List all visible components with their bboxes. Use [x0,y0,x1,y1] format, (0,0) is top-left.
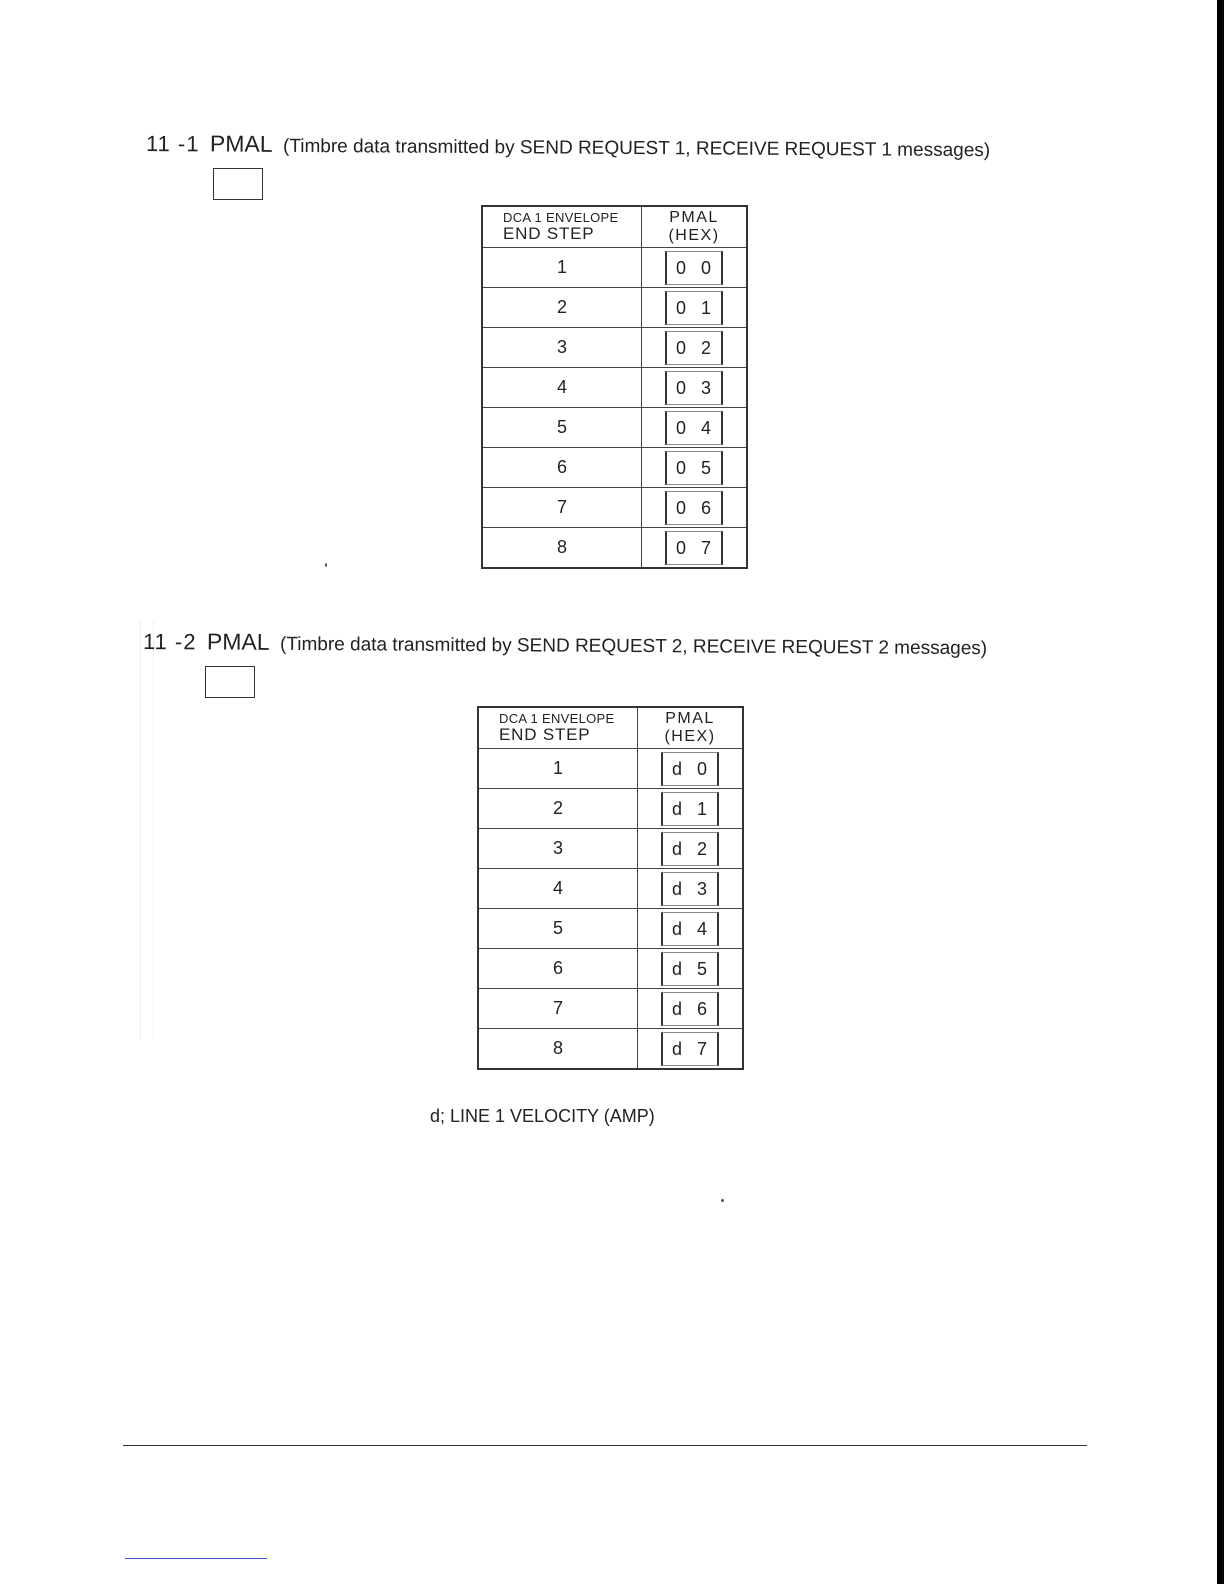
step-cell: 4 [482,368,642,408]
table-row [482,368,747,408]
table-row [478,989,743,1029]
step-cell: 7 [482,488,642,528]
hex-cell [638,749,744,789]
end-step-header-small: DCA 1 ENVELOPE [503,210,619,225]
step-cell: 6 [482,448,642,488]
hex-digit-low: 5 [697,958,709,979]
hex-digit-low: 4 [701,417,713,438]
step-cell: 6 [478,949,638,989]
table-header-row [482,206,747,248]
step-cell: 2 [478,789,638,829]
table-row [482,528,747,569]
hex-cell [642,528,748,569]
footer-link-underline [125,1558,267,1559]
hex-value-box [665,531,723,565]
section-2-title [143,628,987,660]
hex-cell [642,288,748,328]
hex-cell [638,909,744,949]
end-step-header-large: END STEP [499,725,591,744]
hex-digit-low: 6 [697,998,709,1019]
hex-value-box [661,872,719,906]
pmal-header-line1: PMAL [665,710,715,727]
hex-value-box [665,291,723,325]
hex-digit-high: d [671,918,683,939]
table-row [482,328,747,368]
hex-digit-low: 0 [701,257,713,278]
step-cell: 5 [482,408,642,448]
hex-cell [642,328,748,368]
hex-digit-low: 0 [697,758,709,779]
hex-digit-low: 5 [701,457,713,478]
section-1-table [481,205,748,569]
section-1-description: (Timbre data transmitted by SEND REQUEST 1, RECEIVE REQUEST 1 messages) [282,135,991,162]
table-row [478,869,743,909]
scan-margin-artifact [140,620,154,1040]
section-1-number: 11 -1 [145,131,200,157]
table-row [482,488,747,528]
hex-digit-low: 4 [697,918,709,939]
hex-value-box [661,752,719,786]
hex-digit-high: 0 [675,257,687,278]
step-cell: 8 [478,1029,638,1070]
hex-digit-low: 1 [697,798,709,819]
hex-digit-low: 2 [697,838,709,859]
table-row [478,789,743,829]
hex-digit-high: d [671,958,683,979]
hex-cell [638,1029,744,1070]
hex-cell [642,448,748,488]
hex-cell [638,829,744,869]
hex-value-box [665,251,723,285]
scan-speck [721,1199,724,1202]
footer-rule [123,1445,1087,1446]
pmal-header-line1: PMAL [669,209,719,226]
end-step-header [482,206,642,248]
step-cell: 1 [478,749,638,789]
hex-digit-low: 3 [701,377,713,398]
pmal-hex-header [642,206,748,248]
hex-value-box [665,371,723,405]
right-edge-bar [1217,0,1224,1584]
hex-digit-high: 0 [675,377,687,398]
hex-cell [638,869,744,909]
table-row [482,288,747,328]
hex-digit-high: 0 [675,537,687,558]
hex-value-box [661,1032,719,1066]
hex-value-box [661,832,719,866]
table-row [478,829,743,869]
table-header-row [478,707,743,749]
end-step-header-large: END STEP [503,224,595,243]
hex-cell [638,789,744,829]
scan-speck [325,563,327,567]
section-2-name: PMAL [206,628,270,655]
hex-digit-low: 2 [701,337,713,358]
step-cell: 1 [482,248,642,288]
hex-value-box [665,491,723,525]
section-2-number: 11 -2 [142,629,197,655]
hex-digit-high: 0 [675,497,687,518]
section-2-blank-box [205,666,255,698]
hex-digit-high: d [671,838,683,859]
end-step-header-small: DCA 1 ENVELOPE [499,711,615,726]
hex-digit-high: d [671,1038,683,1059]
section-1-blank-box [213,168,263,200]
hex-digit-high: d [671,998,683,1019]
hex-value-box [665,331,723,365]
section-1-name: PMAL [209,130,273,157]
step-cell: 2 [482,288,642,328]
step-cell: 8 [482,528,642,569]
table-row [478,909,743,949]
table-row [478,1029,743,1070]
section-2-description: (Timbre data transmitted by SEND REQUEST 2, RECEIVE REQUEST 2 messages) [279,633,988,660]
hex-digit-low: 1 [701,297,713,318]
pmal-hex-header [638,707,744,749]
hex-cell [642,248,748,288]
hex-value-box [665,411,723,445]
step-cell: 3 [478,829,638,869]
step-cell: 5 [478,909,638,949]
hex-digit-high: 0 [675,337,687,358]
hex-value-box [661,952,719,986]
hex-value-box [661,912,719,946]
pmal-header-line2: (HEX) [664,728,716,745]
hex-value-box [661,992,719,1026]
hex-digit-high: d [671,758,683,779]
pmal-header-line2: (HEX) [668,227,720,244]
hex-cell [642,488,748,528]
hex-value-box [665,451,723,485]
step-cell: 3 [482,328,642,368]
hex-cell [638,949,744,989]
hex-digit-low: 7 [701,537,713,558]
hex-cell [642,408,748,448]
end-step-header [478,707,638,749]
hex-digit-low: 6 [701,497,713,518]
table-row [478,949,743,989]
section-2-table [477,706,744,1070]
table-row [478,749,743,789]
hex-digit-high: d [671,798,683,819]
table-row [482,448,747,488]
step-cell: 7 [478,989,638,1029]
table-row [482,248,747,288]
table-row [482,408,747,448]
section-1-title [146,130,990,162]
hex-digit-high: 0 [675,417,687,438]
hex-digit-low: 7 [697,1038,709,1059]
hex-digit-high: 0 [675,297,687,318]
hex-digit-low: 3 [697,878,709,899]
hex-cell [638,989,744,1029]
hex-cell [642,368,748,408]
hex-digit-high: 0 [675,457,687,478]
hex-value-box [661,792,719,826]
footnote: d; LINE 1 VELOCITY (AMP) [430,1106,655,1126]
step-cell: 4 [478,869,638,909]
hex-digit-high: d [671,878,683,899]
